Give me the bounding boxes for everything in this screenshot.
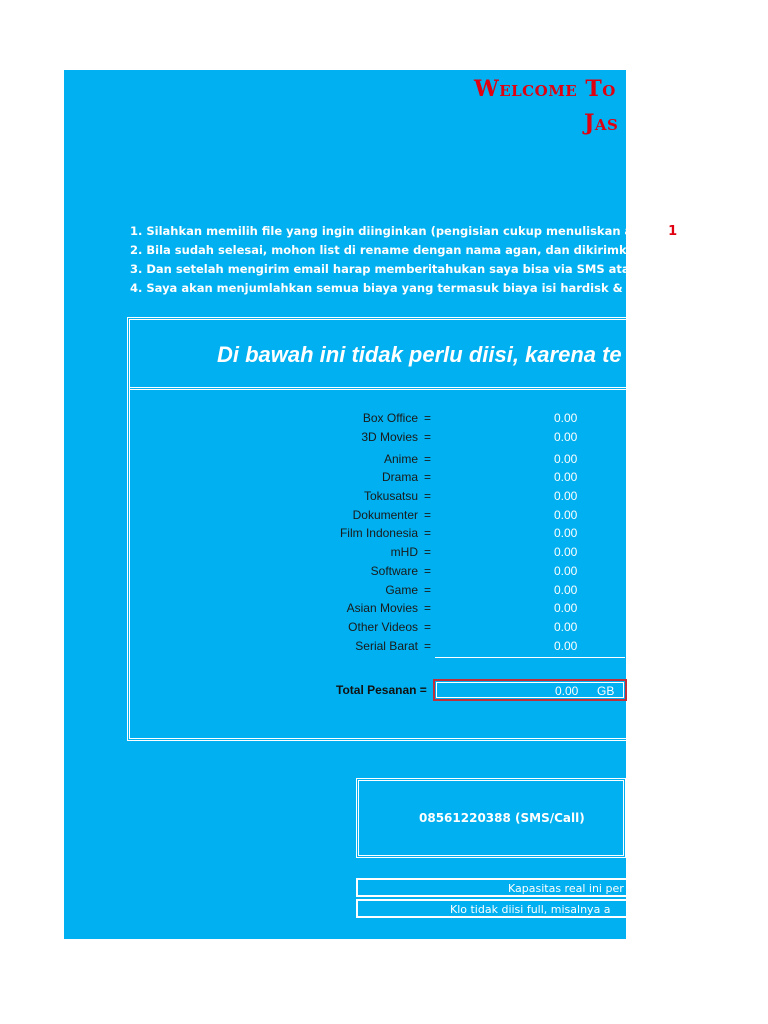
category-row [64, 639, 624, 657]
category-equals: = [424, 508, 432, 522]
category-equals: = [424, 583, 432, 597]
category-row [64, 583, 624, 601]
category-label: Software [370, 564, 418, 578]
category-value[interactable]: 0.00 [554, 489, 578, 503]
note-text-1: Kapasitas real ini per [508, 882, 624, 895]
instruction-item-1 [130, 222, 730, 241]
category-equals: = [424, 639, 432, 653]
instruction-number-highlight: 1 [668, 224, 678, 239]
category-label: Dokumenter [352, 508, 418, 522]
welcome-subtitle: Jas [584, 110, 619, 136]
category-equals: = [424, 489, 432, 503]
category-row [64, 452, 624, 470]
category-row [64, 526, 624, 544]
category-label: Game [385, 583, 418, 597]
note-row-2 [356, 899, 626, 918]
category-equals: = [424, 601, 432, 615]
category-value[interactable]: 0.00 [554, 601, 578, 615]
category-row [64, 508, 624, 526]
category-value[interactable]: 0.00 [554, 411, 578, 425]
category-label: Box Office [362, 411, 418, 425]
category-equals: = [424, 411, 432, 425]
category-label: 3D Movies [361, 430, 418, 444]
category-equals: = [424, 470, 432, 484]
category-row [64, 470, 624, 488]
category-value[interactable]: 0.00 [554, 470, 578, 484]
category-label: Asian Movies [346, 601, 418, 615]
category-equals: = [424, 620, 432, 634]
category-equals: = [424, 430, 432, 444]
total-label: Total Pesanan = [336, 683, 427, 697]
category-row [64, 564, 624, 582]
category-equals: = [424, 452, 432, 466]
category-value[interactable]: 0.00 [554, 639, 578, 653]
category-row [64, 489, 624, 507]
total-value: 0.00 [555, 684, 579, 698]
spreadsheet-area [64, 70, 698, 939]
category-label: Anime [383, 452, 418, 466]
category-equals: = [424, 564, 432, 578]
category-row [64, 601, 624, 619]
category-label: Other Videos [348, 620, 418, 634]
instruction-text: pa [677, 224, 698, 238]
welcome-title: Welcome To [474, 76, 616, 102]
category-row [64, 411, 624, 429]
category-value[interactable]: 0.00 [554, 545, 578, 559]
category-equals: = [424, 545, 432, 559]
category-label: mHD [390, 545, 418, 559]
category-label: Tokusatsu [363, 489, 418, 503]
total-cell[interactable] [433, 679, 627, 701]
category-value[interactable]: 0.00 [554, 508, 578, 522]
instruction-item-2: 2. Bila sudah selesai, mohon list di rename dengan nama agan, dan dikirimkan ke ema [130, 243, 694, 257]
category-value[interactable]: 0.00 [554, 583, 578, 597]
contact-box [356, 778, 626, 858]
category-value[interactable]: 0.00 [554, 564, 578, 578]
category-row [64, 430, 624, 448]
category-row [64, 620, 624, 638]
category-label: Serial Barat [355, 639, 418, 653]
category-value[interactable]: 0.00 [554, 620, 578, 634]
summary-header-text: Di bawah ini tidak perlu diisi, karena te [217, 342, 622, 367]
category-value[interactable]: 0.00 [554, 452, 578, 466]
category-label: Drama [381, 470, 418, 484]
category-row [64, 545, 624, 563]
instruction-text: 1. Silahkan memilih file yang ingin diinginkan (pengisian cukup menuliskan angka [130, 224, 669, 238]
category-label: Film Indonesia [339, 526, 418, 540]
contact-phone: 08561220388 (SMS/Call) [419, 811, 585, 825]
category-value[interactable]: 0.00 [554, 430, 578, 444]
category-value[interactable]: 0.00 [554, 526, 578, 540]
category-equals: = [424, 526, 432, 540]
note-row-1 [356, 878, 626, 897]
note-text-2: Klo tidak diisi full, misalnya a [450, 903, 611, 916]
total-unit: GB [597, 684, 615, 698]
instruction-item-4: 4. Saya akan menjumlahkan semua biaya yang termasuk biaya isi hardisk & ongkos kir [130, 281, 695, 295]
summary-header [130, 320, 684, 390]
instruction-item-3: 3. Dan setelah mengirim email harap memberitahukan saya bisa via SMS atau PM Kask [130, 262, 697, 276]
instruction-list [130, 222, 730, 298]
sum-divider [435, 657, 625, 658]
